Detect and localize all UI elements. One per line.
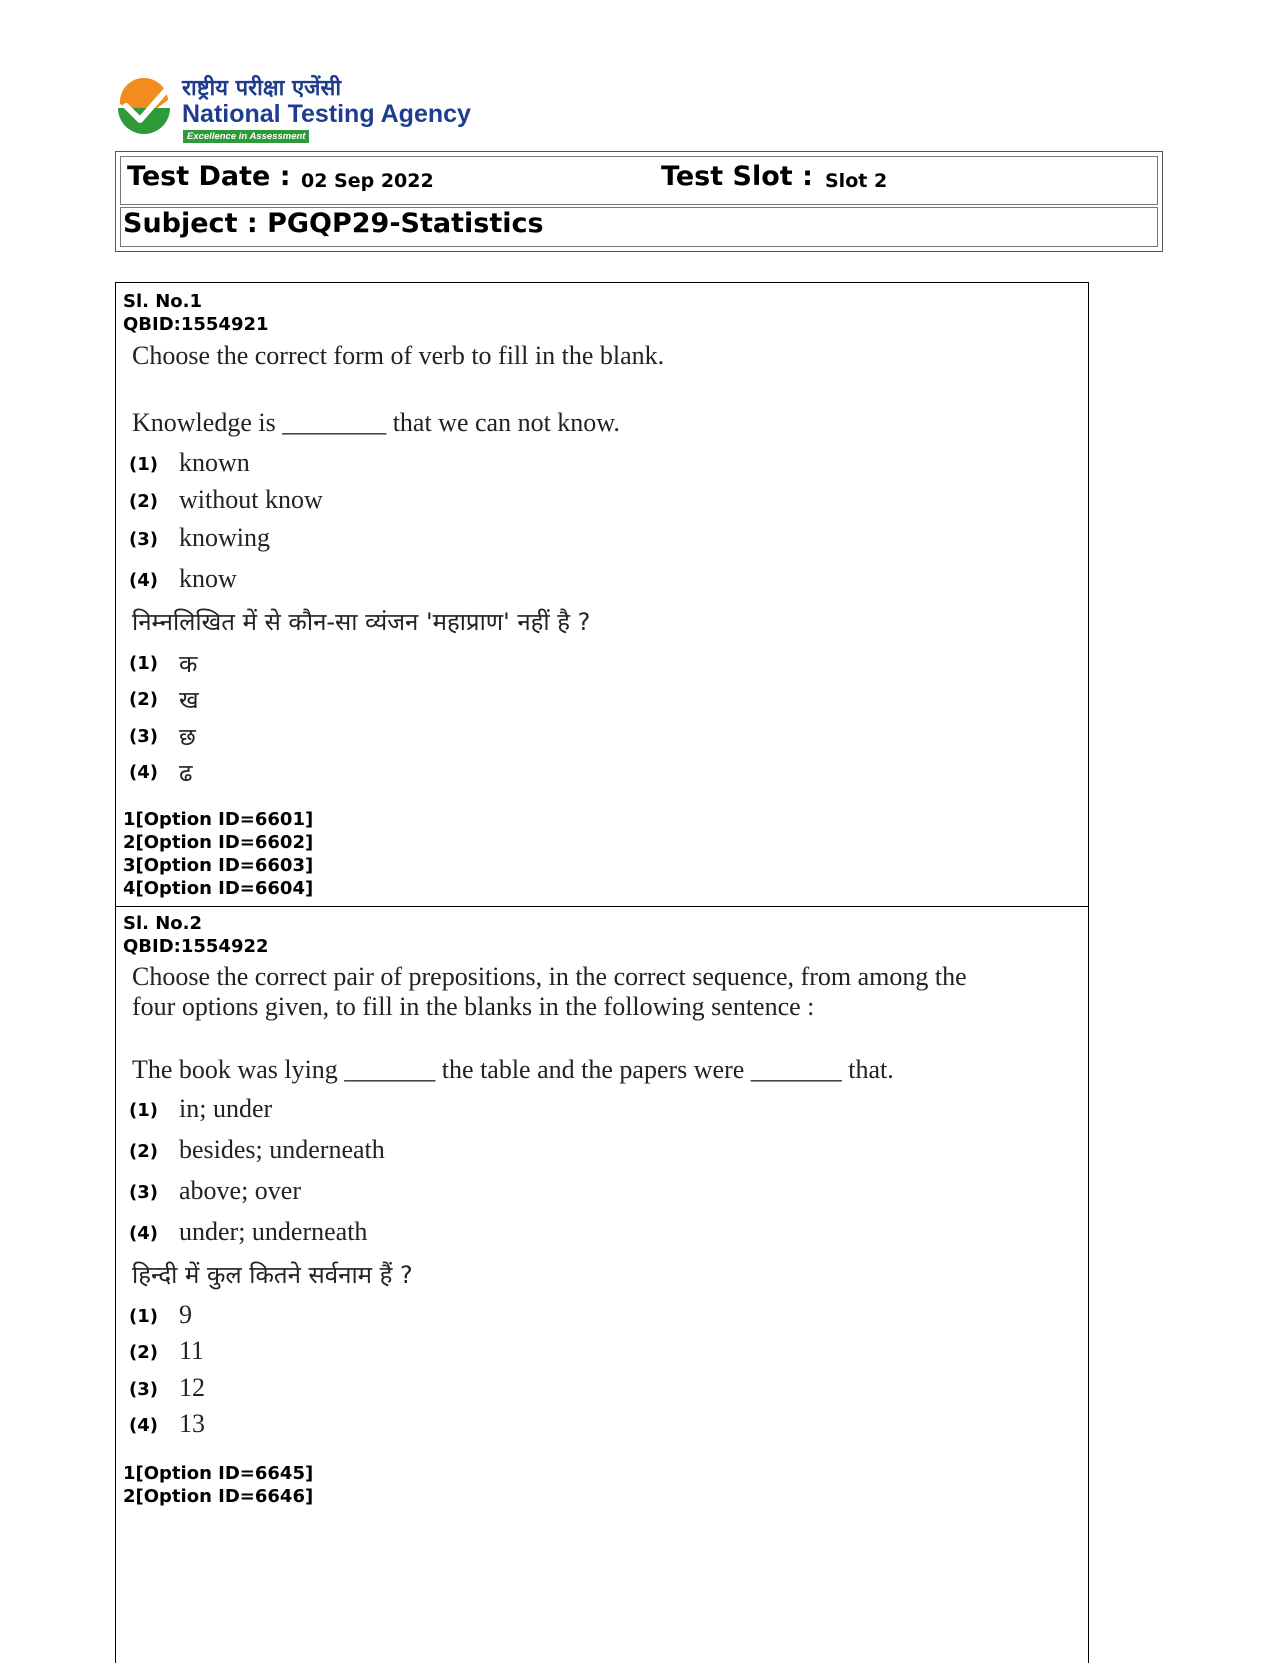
option-number: (3)	[129, 1182, 158, 1203]
option-number: (2)	[129, 689, 158, 710]
option-text: 13	[179, 1409, 205, 1438]
question-sentence: The book was lying _______ the table and the papers were _______ that.	[132, 1055, 894, 1084]
serial-number: Sl. No.1	[123, 291, 203, 312]
option-number: (1)	[129, 1100, 158, 1121]
option-number: (1)	[129, 454, 158, 475]
option-id-list	[123, 1462, 313, 1508]
option-text: छ	[179, 723, 196, 751]
option-number: (4)	[129, 1223, 158, 1244]
hindi-question-stem: हिन्दी में कुल कितने सर्वनाम हैं ?	[132, 1261, 413, 1289]
option-number: (4)	[129, 1415, 158, 1436]
option-text: above; over	[179, 1176, 302, 1205]
logo-hindi-text: राष्ट्रीय परीक्षा एजेंसी	[182, 76, 342, 101]
hindi-question-stem: निम्नलिखित में से कौन-सा व्यंजन 'महाप्राण' नहीं है ?	[132, 608, 591, 636]
question-stem: Choose the correct form of verb to fill in the blank.	[132, 341, 665, 370]
option-number: (3)	[129, 1379, 158, 1400]
option-text: besides; underneath	[179, 1135, 385, 1164]
option-text: क	[179, 650, 198, 678]
option-text: without know	[179, 485, 323, 514]
option-number: (3)	[129, 726, 158, 747]
option-id: 4[Option ID=6604]	[123, 878, 314, 899]
option-text: 12	[179, 1373, 205, 1402]
serial-number: Sl. No.2	[123, 913, 203, 934]
nta-logo	[116, 74, 476, 146]
test-date-slot-row	[120, 156, 1158, 205]
subject-row	[120, 207, 1158, 247]
option-number: (2)	[129, 1141, 158, 1162]
logo-tagline: Excellence in Assessment	[183, 130, 309, 143]
option-text: ख	[179, 686, 199, 714]
question-stem-continued: four options given, to fill in the blanks in the following sentence :	[132, 992, 815, 1021]
option-text: in; under	[179, 1094, 273, 1123]
option-text: 9	[179, 1300, 192, 1329]
test-slot-label: Test Slot :	[661, 161, 813, 192]
option-id-list	[123, 808, 313, 900]
question-stem: Choose the correct pair of prepositions, in the correct sequence, from among the	[132, 962, 967, 991]
option-number: (1)	[129, 1306, 158, 1327]
option-number: (4)	[129, 762, 158, 783]
qbid: QBID:1554922	[123, 936, 269, 957]
option-number: (2)	[129, 491, 158, 512]
subject-label: Subject : PGQP29-Statistics	[123, 208, 544, 239]
option-text: knowing	[179, 523, 270, 552]
question-sentence: Knowledge is ________ that we can not know.	[132, 408, 620, 437]
question-divider	[116, 906, 1088, 907]
option-number: (3)	[129, 529, 158, 550]
option-text: ढ	[179, 759, 193, 787]
option-id: 1[Option ID=6645]	[123, 1463, 314, 1484]
qbid: QBID:1554921	[123, 314, 269, 335]
test-slot-value: Slot 2	[825, 170, 888, 192]
option-id: 3[Option ID=6603]	[123, 855, 314, 876]
option-text: know	[179, 564, 237, 593]
test-header	[115, 151, 1163, 252]
question-meta	[123, 912, 269, 958]
question-meta	[123, 290, 269, 336]
option-id: 2[Option ID=6646]	[123, 1486, 314, 1507]
checkmark-logo-icon	[116, 78, 172, 134]
test-date-label: Test Date :	[127, 161, 291, 192]
option-text: known	[179, 448, 250, 477]
option-number: (4)	[129, 570, 158, 591]
option-number: (2)	[129, 1342, 158, 1363]
option-id: 2[Option ID=6602]	[123, 832, 314, 853]
option-text: under; underneath	[179, 1217, 368, 1246]
question-paper	[115, 282, 1089, 1663]
logo-english-text: National Testing Agency	[182, 100, 471, 128]
option-number: (1)	[129, 653, 158, 674]
option-text: 11	[179, 1336, 205, 1365]
test-date-value: 02 Sep 2022	[301, 170, 434, 192]
option-id: 1[Option ID=6601]	[123, 809, 314, 830]
